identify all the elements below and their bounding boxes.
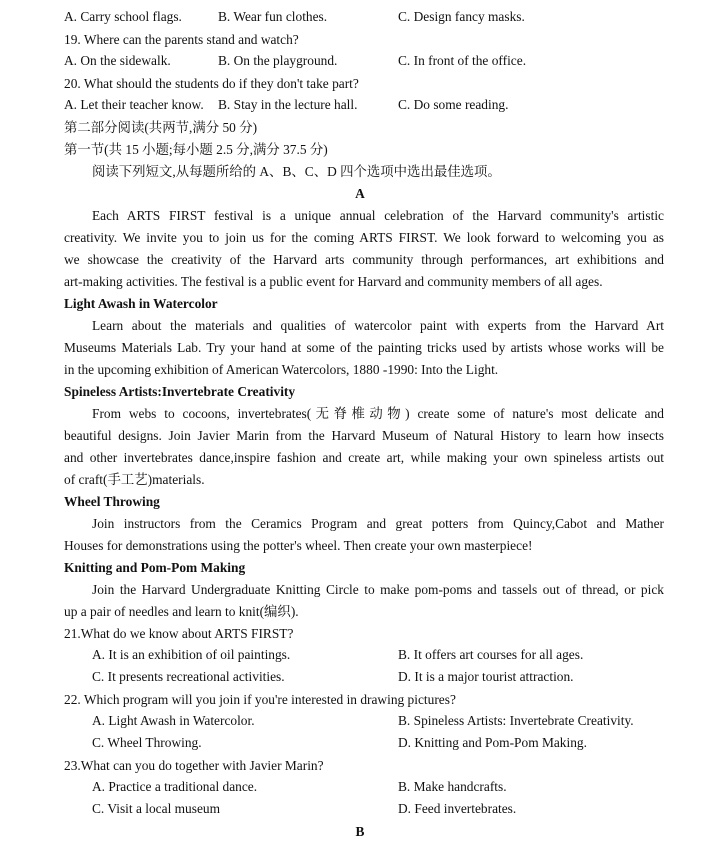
q22-option-d: D. Knitting and Pom-Pom Making. (398, 735, 587, 750)
q18-option-c: C. Design fancy masks. (398, 9, 525, 24)
q23-option-a: A. Practice a traditional dance. (92, 779, 258, 794)
reading-instruction: 阅读下列短文,从每题所给的 A、B、C、D 四个选项中选出最佳选项。 (92, 164, 501, 179)
q22-stem: 22. Which program will you join if you're interested in drawing pictures? (64, 692, 456, 707)
q21-option-a: A. It is an exhibition of oil paintings. (92, 647, 291, 662)
part2-header: 第二部分阅读(共两节,满分 50 分) (64, 120, 258, 135)
paragraph-line: of craft(手工艺)materials. (64, 472, 205, 487)
q18-option-a: A. Carry school flags. (64, 9, 182, 24)
q23-option-d: D. Feed invertebrates. (398, 801, 517, 816)
paragraph-line: Join instructors from the Ceramics Program and great potters from Quincy,Cabot and Mather (92, 516, 664, 531)
q22-option-b: B. Spineless Artists: Invertebrate Creativity. (398, 713, 634, 728)
paragraph-line: we showcase the creativity of the Harvard arts community through performances, art exhibitions and (64, 252, 664, 267)
paragraph-line: From webs to cocoons, invertebrates(无脊椎动物) create some of nature's most delicate and (92, 406, 664, 421)
q20-stem: 20. What should the students do if they don't take part? (64, 76, 359, 91)
q20-option-c: C. Do some reading. (398, 97, 509, 112)
paragraph-line: in the upcoming exhibition of American Watercolors, 1880 -1990: Into the Light. (64, 362, 499, 377)
passage-a-heading: A (355, 186, 365, 201)
q19-stem: 19. Where can the parents stand and watch? (64, 32, 299, 47)
paragraph-line: art-making activities. The festival is a public event for Harvard and community members of all ages. (64, 274, 603, 289)
q20-option-a: A. Let their teacher know. (64, 97, 204, 112)
program-title-knitting: Knitting and Pom-Pom Making (64, 560, 246, 575)
paragraph-line: Museums Materials Lab. Try your hand at some of the painting tricks used by artists whose works will be (64, 340, 664, 355)
paragraph-line: beautiful designs. Join Javier Marin from the Harvard Museum of Natural History to learn how insects (64, 428, 664, 443)
section1-header: 第一节(共 15 小题;每小题 2.5 分,满分 37.5 分) (64, 142, 328, 157)
paragraph-line: Each ARTS FIRST festival is a unique annual celebration of the Harvard community's artistic (92, 208, 664, 223)
q21-option-b: B. It offers art courses for all ages. (398, 647, 584, 662)
q20-option-b: B. Stay in the lecture hall. (218, 97, 358, 112)
q18-option-b: B. Wear fun clothes. (218, 9, 328, 24)
paragraph-line: and other invertebrates dance,inspire fashion and create art, while making your own spineless artists out (64, 450, 664, 465)
paragraph-line: creativity. We invite you to join us for the coming ARTS FIRST. We look forward to welcoming you as (64, 230, 664, 245)
q22-option-c: C. Wheel Throwing. (92, 735, 202, 750)
program-title-watercolor: Light Awash in Watercolor (64, 296, 218, 311)
q21-option-d: D. It is a major tourist attraction. (398, 669, 574, 684)
q19-option-a: A. On the sidewalk. (64, 53, 171, 68)
program-title-wheel-throwing: Wheel Throwing (64, 494, 160, 509)
q23-option-b: B. Make handcrafts. (398, 779, 507, 794)
q19-option-b: B. On the playground. (218, 53, 338, 68)
q21-option-c: C. It presents recreational activities. (92, 669, 285, 684)
q21-stem: 21.What do we know about ARTS FIRST? (64, 626, 294, 641)
q23-option-c: C. Visit a local museum (92, 801, 221, 816)
paragraph-line: Join the Harvard Undergraduate Knitting Circle to make pom-poms and tassels out of thread, or pick (92, 582, 664, 597)
passage-b-heading: B (355, 824, 365, 839)
q19-option-c: C. In front of the office. (398, 53, 527, 68)
paragraph-line: up a pair of needles and learn to knit(编织). (64, 604, 299, 619)
q23-stem: 23.What can you do together with Javier Marin? (64, 758, 324, 773)
paragraph-line: Houses for demonstrations using the potter's wheel. Then create your own masterpiece! (64, 538, 533, 553)
paragraph-line: Learn about the materials and qualities of watercolor paint with experts from the Harvard Art (92, 318, 664, 333)
q22-option-a: A. Light Awash in Watercolor. (92, 713, 255, 728)
program-title-spineless: Spineless Artists:Invertebrate Creativity (64, 384, 296, 399)
